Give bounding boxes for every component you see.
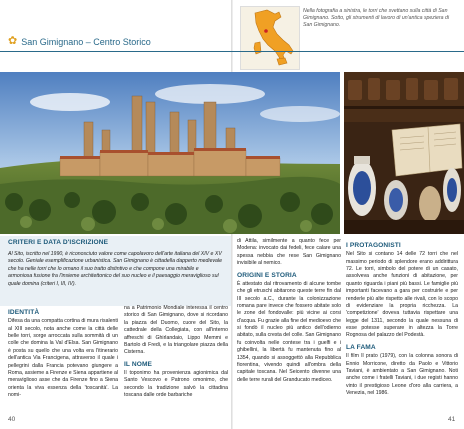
mid-text: na a Patrimonio Mondiale interessa il centro storico di San Gimignano, dove si ricordano la piazza del Duomo, cuore del Sito, la cattedrale della Collegiata, con all'interno affreschi di Ghirlandaio, Lippo Memmi e Bartolo di Fredi, e la triangolare piazza della Cisterna.: [124, 305, 228, 356]
page-title-text: San Gimignano – Centro Storico: [21, 36, 151, 47]
flower-icon: ✿: [8, 35, 18, 47]
criteria-title: CRITERI E DATA D'ISCRIZIONE: [8, 239, 109, 246]
nome-title: IL NOME: [124, 360, 153, 368]
protagonisti-title: I PROTAGONISTI: [346, 242, 401, 249]
criteria-text: Al Sito, iscritto nel 1990, è riconosciuto valore come capolavoro dell'arte italiana del XIV e XV secolo. Geniale esemplificazione urbanistica. San Gimignano è cittadella dapperto medievale che ha nelle torri che lo ornano il suo tratto distintivo e che compone una mirabile e armoniosa fusione fra l'insieme architettonico del suo nucleo e il paesaggio meraviglioso sul quale domina (criteri I, III, IV).: [8, 251, 222, 287]
nome-text: Il toponimo ha provenienza agionimica dal Santo Vescovo e Patrono omonimo, che secondo la tradizione salvò la cittadina toscana dalle orde barbariche: [124, 369, 228, 399]
page-number-left: 40: [8, 416, 16, 423]
san-gimignano-towers-photo: [0, 72, 340, 234]
photo-caption: Nella fotografia a sinistra, le torri che svettano sulla città di San Gimignano. Sotto, gli strumenti di lavoro di un'antica speziera di San Gimignano.: [303, 8, 450, 29]
fama-text: Il film Il prato (1979), con la colonna sonora di Ennio Morricone, diretto da Paolo e Vittorio Taviani, è ambientato a San Gimignano. Noti anche come i fratelli Taviani, i due registi hanno vinto il prestigioso Leone d'oro alla carriera, a Venezia, nel 1986.: [346, 353, 458, 397]
location-marker-icon: [264, 29, 268, 33]
column-identita: [8, 305, 118, 399]
page-title: [8, 36, 151, 47]
column-origini: [237, 238, 341, 384]
column-nome: [124, 305, 228, 399]
protagonisti-text: Nel Sito si contano 14 delle 72 torri che nel massimo periodo di splendore erano addirittura 72. Le torri, simbolo del potere di un casato, assolveva anche funzioni di abitazione, per quanto riguarda i piani più bassi. Le famiglie più importanti facevano a gara per costruirle e per renderle più alte rispetto alle rivali, con lo scopo di evidenziare la propria ricchezza. La 'competizione' doveva tuttavia rispettare una legge del 1311, secondo la quale nessuna di esse potesse superare in altezza la Torre Rognosa del palazzo del Podestà.: [346, 251, 458, 339]
identita-text: Difesa da una compatta cortina di mura risalenti al XIII secolo, nota anche come la città delle belle torri, sorge arroccata sulla sommità di un colle che domina la Val d'Elsa. San Gimignano è posta su quello che una volta era l'itinerario dell'antica Via Francigena, attraverso il quale i pellegrini dalla Francia potevano giungere a Roma, assieme a Firenze e Siena appartiene al meraviglioso asse che da Firenze fino a Siena orienta la viva essenza della 'toscanità'. La nomi-: [8, 318, 118, 399]
origini-title: ORIGINI E STORIA: [237, 271, 297, 279]
apothecary-jars-photo: [344, 72, 464, 234]
identita-title: IDENTITÀ: [8, 309, 40, 316]
italy-locator-map: [240, 6, 300, 70]
origini-text: È attestato dal ritrovamento di alcune tombe che gli etruschi abitarono queste terre fin dal III secolo a.C., durante la colonizzazione romana pare invece che fossero abitate solo le zone del fondovalle: più vicine ai corsi d'acqua. Fu grazie alla fine del medioevo che si fondò il nucleo più antico dell'odierno abitato, sulla cresta del colle. San Gimignano fu coinvolta nelle contese tra i guelfi e i ghibellini, la libertà fu mantenuta fino al 1354, quando si assoggettò alla Repubblica fiorentina, vivendo quindi all'ombra della capitale toscana. Nel Seicento divenne una delle terre rurali del Granducato mediceo.: [237, 280, 341, 383]
column-protagonisti: [346, 238, 458, 397]
fama-title: LA FAMA: [346, 343, 376, 351]
page-number-right: 41: [448, 416, 456, 423]
rmid-text: di Attila, similmente a quanto fece per Modena: invocato dai fedeli, fece calare una spessa nebbia che rese San Gimignano invisibile al nemico.: [237, 238, 341, 267]
italy-map-icon: [241, 7, 299, 69]
header-rule: [0, 51, 464, 52]
criteria-box: [0, 236, 231, 306]
